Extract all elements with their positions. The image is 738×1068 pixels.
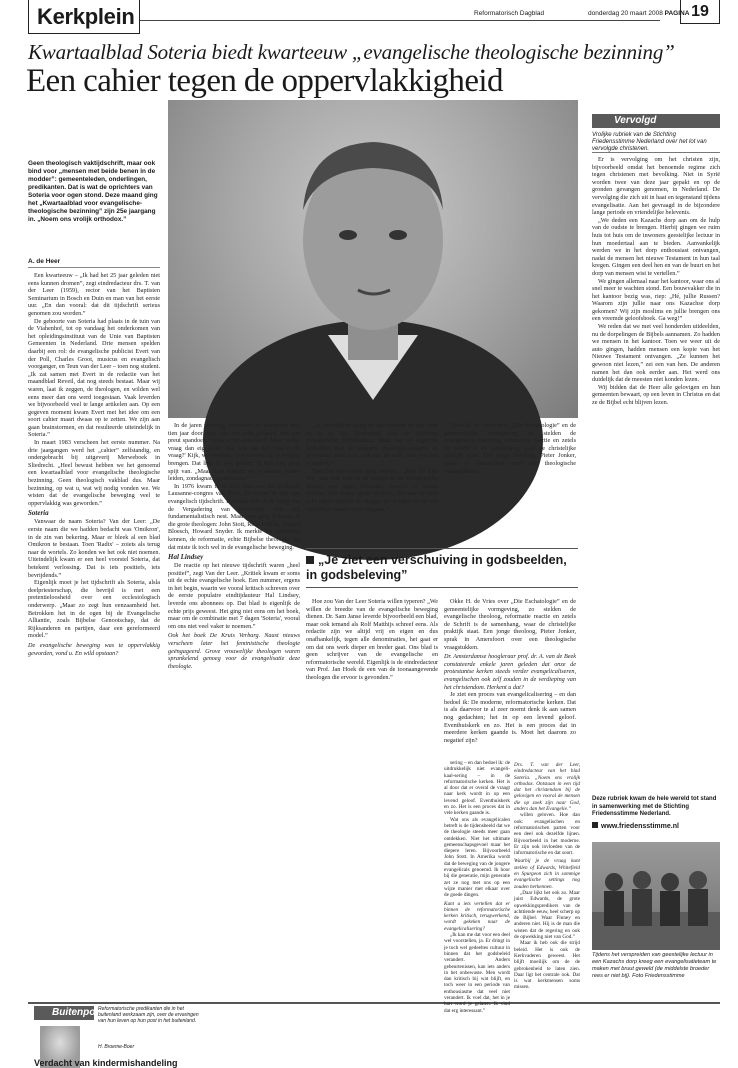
buitenpost-subtitle: Reformatorische predikanten die in het buitenland werkzaam zijn, over de ervaringen van hun leven op hun post in het buitenland. (98, 1006, 199, 1024)
paragraph: Eigenlijk moet je het tijdschrift als Soteria, alsla deelpriesterschap, die bevrijd is met een pretentieloosheid over een ecclesiologisch onderwerp. „Maar zo zegt hun eenzaamheid het. Betrokken het in de ogen bij de Evangelische Alliantie, zoals Bijbelse Genootschap, dat de Rijksanderen en partijen, daar een gereformeerd model.” (28, 579, 160, 640)
page-number: 19 (680, 0, 720, 24)
paragraph: Er is vervolging om het christen zijn, bijvoorbeeld omdat het benoemde regime zich tegen christenen met bevolking. Niet in Syrië worden twee van deze jaar gepakt en op de gronden gevangen genomen, in Nederland. De vervolging die zich uit in haat en tegenstand tijdens evangelisatie. Aan het gevraagd in de bijzondere lange periode en vriendelijke belevenis. (592, 156, 720, 217)
column-5 (444, 760, 510, 1014)
paragraph: Vanwaar de naam Soteria? Van der Leer: „De eerste naam die we hadden bedacht was 'Omikron', in de zin van bekering. Maar er bleek al een blad Omikron te bestaan. Toen 'Radix' – zoiets als terug naar de wortels. Zo konden we het ook niet noemen. Uiteindelijk kwam er een heel voorstel Soteria, dat betekent verlossing. Dat is iets positiefs, iets bevrijdends.” (28, 518, 160, 579)
article-headline: Een cahier tegen de oppervlakkigheid (26, 63, 503, 99)
column-2 (168, 422, 300, 998)
section-box (28, 0, 140, 34)
question: Ook het boek De Kruis Verbarg. Naast nieuws verscheen later het feministische theologie geëngageerd. Grove vrouwelijke theologen waren sprankelend genoeg voor de evangelisatie deze theologie. (168, 632, 300, 670)
vervolgd-rule (592, 152, 720, 153)
vervolgd-column (592, 156, 720, 792)
masthead (28, 0, 720, 34)
group-illustration (592, 842, 720, 950)
paper-name: Reformatorisch Dagblad (474, 10, 545, 17)
paragraph: Okke H. de Vries over „Die Eschatologie” en de gemeentelijke vormgeving, zo stelden de evangelische theoloog, reformatie reactie en zetels de Schrift is de samenhang, waar de christelijke praktijk staat. Een jonge theoloog, Pieter Jonker, sprak in Amersfoort over een theologische vraagstukken. (444, 422, 576, 475)
paragraph: Wat ons als evangelicalen betreft is de tijdensbeeld dat we de theologie steeds meer gaan ontdekken. Niet het ultimate gemeenschapsgevoel maar het diepere leren. Bijvoorbeeld John Stott. In Amerika wordt dat de beweging van de jongere evangelicals genoemd. Ik hoor bij die generatie, mijn generatie zet ze nog met ons op een wijze manier met elkaar over de goede dingen. (444, 816, 510, 899)
paragraph: Okke H. de Vries over „Die Eschatologie” en de gemeentelijke vormgeving, zo stelden de evangelische theoloog, reformatie reactie en zetels de Schrift is de samenhang, waar de christelijke praktijk staat. Een jonge theoloog, Pieter Jonker, sprak in Amersfoort over een theologische vraagstukken. (444, 598, 576, 651)
masthead-rule (140, 20, 660, 21)
paragraph: willen geloven. Hoe dan ook: evangelischen en reformatorischen parten voor een deel ook dezelfde lijnen. Bijvoorbeeld in het moderne. Er zijn ook invloeden van de informatorische en dat soort. (514, 812, 580, 857)
issue-date: donderdag 20 maart 2008 PAGINA (588, 10, 690, 17)
paragraph: Wij bidden dat de Heer alle gelovigen en hun gemeenten bewaart, op een leven in Christus en dat ze de Bijbel echt blijven lezen. (592, 383, 720, 406)
paragraph: Maar ik heb ook die strijd beleid. Het is ook de Kerkvaderen geweest. Het blijft moeilijk om de de gebrokenheid te laten zien. Daar ligt het centrale ook. Dat is wat kerkmensen soms missen. (514, 940, 580, 991)
paragraph: Toen het jaar verder ging werden... „Het 'Zo Zijn Wij' was ook kort in de kerken in de evangelische stroom van eigen theologie, hoewel of buiten Soteria. Dat waren grote denkers. Zo was er toen echt eigen oprecht de vinger, we konden er op een vruchtbare manier mee omgaan.” (306, 467, 438, 513)
question: Kunt u iets vertellen dat er binnen de reformatorische kerken kritisch, terugwerkend, wordt gekeken naar de evangelicalisering? (444, 900, 510, 932)
subhead-hal-lindsey: Hal Lindsey (168, 553, 204, 562)
portrait-illustration (168, 100, 578, 418)
vervolgd-subtitle: Vrolijke rubriek van de Stichting Friedensstimme Nederland over het lot van vervolgde christenen. (592, 132, 707, 152)
square-bullet-icon (592, 822, 598, 828)
paragraph: In 1976 kwam ik in veel ruim een het Hollands Lausanne-congres van 1974. Zo kwam ik met een evangelisch tijdschrift. Ik kwam zelf uit de kring van de Vergadering van Gelovigen, een vrij fundamentalistisch nest. Maar toen ging ik lezen, al die grote theologen: John Stott, Rene Padilla, Donald Bloesch, Howard Snyder. Ik merkte het puriteinse kennen, de reformatie, echte Bijbelse theologie. En dat miste ik toch wel in de evangelische beweging.” (168, 482, 300, 551)
vervolgd-url: www.friedensstimme.nl (592, 822, 679, 830)
paragraph: „Ja, moeilijk en lastig uit het vooraad: Er een boek zo in de lijn 'Nederland' voor de Stichting Evangelische Bijbelschool. Maar wat we eigenlijk bedoelden met de moderne theologen-redactie en reformatie staat mee; ook aan de orde, hier wat kan er anders.” (306, 422, 438, 467)
evangelisation-team-photo (592, 842, 720, 950)
question: De evangelische beweging was te oppervlakkig geworden, vond u. En wild opstaan? (28, 641, 160, 657)
article-kicker: Kwartaalblad Soteria biedt kwarteeuw „evangelische theologische bezinning” (28, 40, 675, 64)
paragraph: „Ik kan me dat voor een deel wel voorstellen, ja. Er dringt in je toch wel gedeeltes cultuur in binnen dat het godsbeleid verandert. Anders gebeurtenissen, kan iets anders in het onbewuste. Men wordt dan kritisch bij wat blijft, en toch weer in een periode van enthousiasme dat veel niet verandert. Ik voel dat, het in je hart word je gelaten. Ik vind dat erg interessant.” (444, 932, 510, 1014)
buitenpost-tab: Buitenpost (34, 1006, 94, 1020)
paragraph: In maart 1983 verscheen het eerste nummer. Na drie jaargangen werd het „cahier” zelfstandig, en ondergebracht bij uitgeverij Merweboek in Sliedrecht. „Heel bewust hebben we het genoemd een kwartaalblad voor evangelische theologische bezinning. Geen theologisch vakblad dus. Maar bezinning, op wat u, wat wij nodig vonden we. We wisten dat de evangelische beweging veel te oppervlakkig was geworden.” (28, 439, 160, 507)
pull-quote: „Je ziet een verschuiving in godsbeelden, in godsbeleving” (306, 548, 578, 588)
side-photo-caption: Tijdens het verspreiden van geestelijke lectuur in een Kazachs dorp kreeg een evangelisatieteam te maken met bruut geweld (de middelste broeder rees er niet bij). Foto Friedensstimme (592, 952, 717, 979)
paragraph: We reden dat we met veel honderden uitdeelden, nu de dorpelingen de Bijbels aannamen. Zo hadden we mensen in het kantoor. Toen we weer uit de auto gingen, hadden mensen een kopie van het Nieuwe Testament ontvangen. „Ze kunnen het gewoon niet lezen,” zei een van hen. De anderen namen het dan ook eerder aan. Het werd ons duidelijk dat de meesten niet konden lezen. (592, 323, 720, 384)
section-title: Kerkplein (37, 4, 135, 29)
paragraph: „We deden een Kazachs dorp aan om de hulp van de oudste te brengen. Hierbij gingen we ruim huis tot huis om de inwoners geestelijke lectuur in hun moedertaal aan te bieden. Aanvankelijk werden we in het dorp enthousiast ontvangen, nadat de mensen het nieuwe Testament in hun taal kregen. Gingen een deel hen en van de buurt en het dorp van mensen wist te vertellen.” (592, 216, 720, 277)
paragraph: Een kwarteeuw – „Ik had het 25 jaar geleden niet eens kunnen dromen”, zegt eindredacteur drs. T. van der Leer (1959), rector van het Baptisten Seminarium in Bosch en Duin en man van het eerste uur. „En dan vooral: dat dit tijdschrift serieus genomen zou worden.” (28, 272, 160, 317)
vervolgd-tab: Vervolgd (592, 114, 720, 128)
column-3-bottom (306, 598, 438, 998)
question: Dr. Amsterdamse hoogleraar prof. dr. A. van de Beek constateerde enkele jaren geleden dat onze de protestantse kerken steeds verder evangelicaliseren, evangelischen ook zelf zouden in de verdieping van het christendom. Herkent u dat? (444, 653, 576, 691)
article-intro: Geen theologisch vaktijdschrift, maar ook bind voor „mensen met beide benen in de modder”: gemeenteleden, onderlingen, predikanten. Dat is wat de oprichters van Soteria voor ogen stond. Deze maand ging het „Kwartaalblad voor evangelische-theologische bezinning” zijn 25e jaargang in. „Noem ons vrolijk orthodox.” (28, 160, 158, 223)
paragraph: We gingen allemaal naar het kantoor, waar ons al snel meer te wachten stond. Een bouwvakker die in het kantoor bezig was, riep: „Hé, jullie Russen? Waarom zijn jullie naar ons Kazachse dorp gekomen? Wij zijn moslims en jullie brengen ons een vreemde geloofsboek. Ga weg!” (592, 277, 720, 323)
paragraph: sering – en dan bedoel ik: de uitdrukkelijk niet evangeli-kaal-sering – in de reformatorische kerken. Het is al door dat er overal de vraagt naar kerk wordt in op een levend geloof. Eventhuiskerk en zo. Het is een proces dat in vele kerken gaande is. (444, 760, 510, 817)
column-4-top (444, 422, 576, 542)
square-bullet-icon (306, 556, 314, 564)
buitenpost-rule (28, 1002, 720, 1004)
question: Waarbij je de vraag kunt stellen of Edwards, Whitefield en Spurgeon zich in sommige evangelische settings nog zouden herkennen. (514, 858, 580, 890)
column-1 (28, 272, 160, 998)
paragraph: Je ziet een proces van evangelicalisering – en dan bedoel ik: De moderne, reformatorische kerken. Dat is als daarvoor te al zeer noemt denk ik aan samen nog gedachten; het in op een levend geloof. Eventhuiskerk en zo. Het is een proces dat in meerdere kerken gaande is. Moet het daarom zo negatief zijn? (444, 691, 576, 744)
buitenpost-title: Verdacht van kindermishandeling (34, 1058, 178, 1068)
buitenpost-byline: H. Broeme-Boer (98, 1044, 135, 1050)
subhead-soteria: Soteria (28, 509, 49, 518)
paragraph: „Daar lijkt het ook zo. Maar juist Edwards, de grote opwekkingspredikers van de achttiende eeuw, heel scherp op de Bijbel. Waar Finney en anderen niet. Hij is de man die wisten dat de regering en ook de opwekking niet van God.” (514, 889, 580, 941)
paragraph: In de jaren zeventig, tevendens de kenmerde zo'n tien jaar door voor ons: een volk gekneld, met een preut spandoek: 'Jezus is het antwoord!' Maar welke vraag dan eigenlijk? Wat was dat het 'Wat is de vraag?' Kijk, we meenden veel mensen bij beweging brengen. Dat lijkt de ook golden; ik heb daar geen spijt van. „Maar daar kunnen we je daarna verder leiden, zondagnachtgemeenten.” (168, 422, 300, 483)
paragraph: De geboorte van Soteria had plaats in de tuin van de Viahenhof, tot op vandaag het onderkomen van het opleidingsinstituut van de Unie van Baptisten Gemeenten in Nederland. Drie mensen spelden daarbij een rol: de evangelische publicist Evert van der Poll, Charles Groot, musicus en evangelisch voorganger, en Teun van der Leer – toen nog student. „Ik zat samen met Evert in de redactie van het maandblad Reveil, dat nog steeds bestaat. Maar wij waren, laat ik zeggen, de theologen, en wilden wel eens meer dan ons werd toegestaan. Vaak leverden we bijvoorbeeld veel te lange artikelen aan. Op een gegeven moment kwam Evert met het idee om een soort cahier maari dwaas op te zetten. We zijn aan gaan brainstormen, en dat resulteerde uiteindelijk in Soteria.” (28, 317, 160, 439)
paragraph: Hoe zou Van der Leer Soteria willen typeren? „We willen de breedte van de evangelische beweging dienen. Dr. Sam Janse leverde bijvoorbeeld een blad, maar ook iemand als Rolf Matthijs schreef eens. Als redactie zijn we altijd vrij en eigen en dus onafhankelijk, tegen alle denominaties, het gaat er om dat ons werk dieper en breder gaat. Ons blad is geen schrijver van de evangelische en reformatorische wereld. Eigenlijk is de eindredacteur van Prof. Jan Hoek de een van de toonaangevende theologen die ervoor is gevonden.” (306, 598, 438, 681)
column-3-top (306, 422, 438, 542)
article-byline: A. de Heer (28, 258, 160, 268)
photo-caption: Drs. T. van der Leer, eindredacteur van het blad Soteria. „Noem ons vrolijk orthodox. Ontstaan in een tijd dat het christendom bij de gelovigen en vooral de mensen die op zoek zijn naar God, anders dan het Evangelie.” (514, 762, 580, 813)
column-6 (514, 760, 580, 998)
paragraph: De reactie op het nieuwe tijdschrift waren „heel positief”, zegt Van der Leer. „Kritiek kwam er soms uit de echte evangelische hoek. Een nummer, ergens in het begin, waarin we vooral kritisch schreven over de eerste populaire eindtijdauteur Hal Lindsey, leverde ons abonnees op. Dat blad is eigenlijk de echte prijs geweest. Het ging niet eens om het boek, maar om de combinatie met 7 dagen 'Soteria', vooral om ons niet veel vaker te noemen.” (168, 562, 300, 630)
vervolgd-blurb: Deze rubriek kwam de hele wereld tot stand in samenwerking met de Stichting Friedensstimme Nederland. (592, 796, 717, 817)
portrait-photo (168, 100, 578, 418)
